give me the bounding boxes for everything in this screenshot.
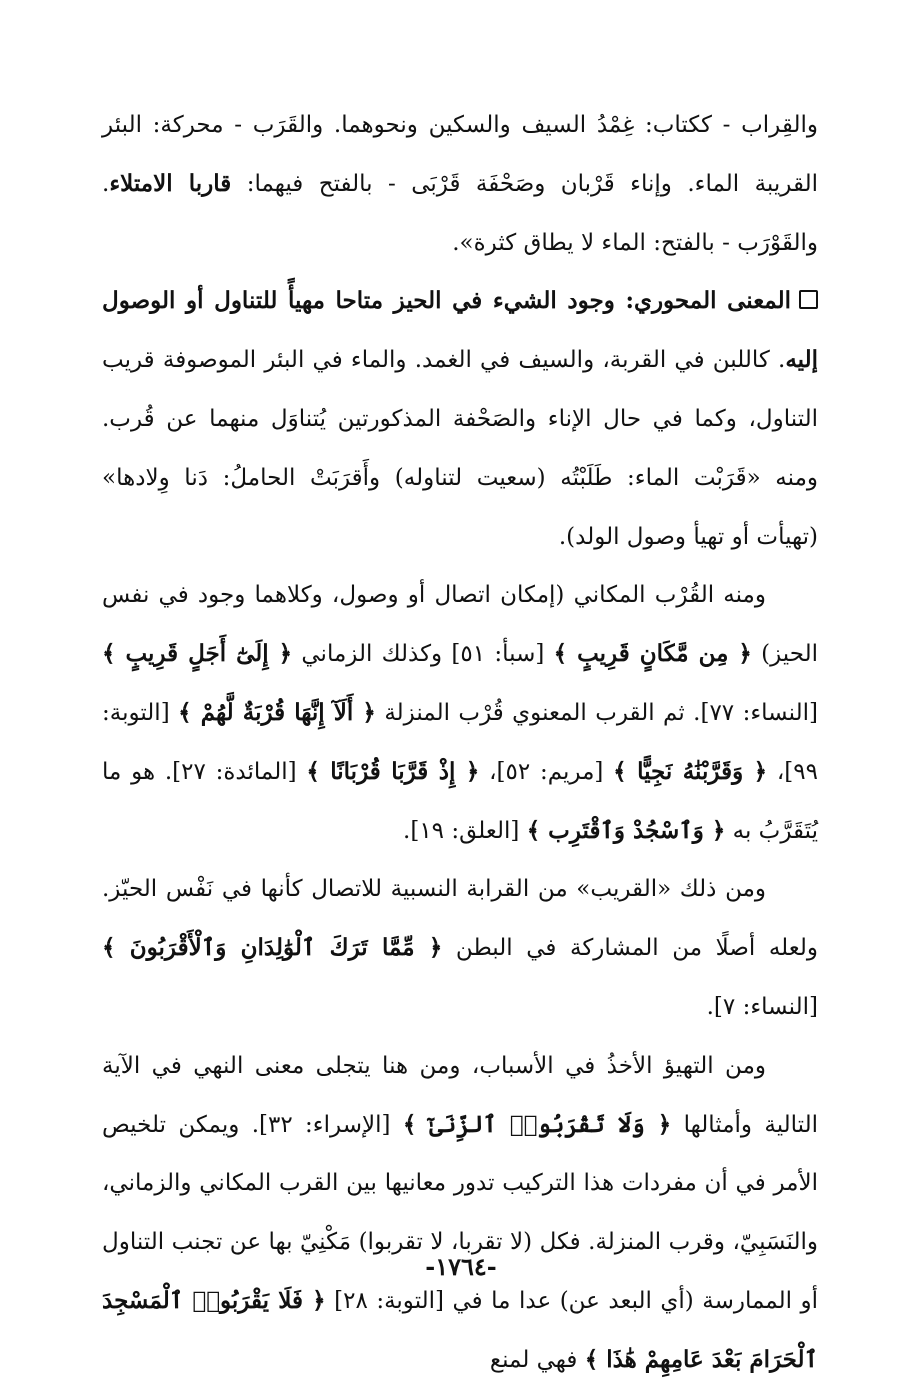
quran-verse: ﴿ مِن مَّكَانٍ قَرِيبٍ ﴾	[553, 640, 752, 668]
text-segment: [المائدة: ٢٧]. هو ما يُتَقَرَّبُ به	[102, 758, 818, 844]
quran-verse: ﴿ وَٱسْجُدْ وَٱقْتَرِب ﴾	[526, 816, 726, 844]
quran-verse: ﴿ إِذْ قَرَّبَا قُرْبَانًا ﴾	[306, 757, 480, 785]
quran-verse: ﴿ وَلَا تَقْرَبُوا۟ ٱلزِّنَىٰٓ ﴾	[402, 1110, 672, 1138]
page-number: -١٧٦٤-	[425, 1252, 497, 1281]
text-segment: وجود الشيء في الحيز متاحا مهيأً للتناول أو الوصول إليه	[102, 287, 818, 374]
text-segment: [سبأ: ٥١] وكذلك الزماني	[292, 641, 554, 668]
paragraph-p4	[102, 860, 818, 1036]
text-segment: [التوبة: ٩٩]،	[102, 699, 818, 785]
quran-verse: ﴿ فَلَا يَقْرَبُوا۟ ٱلْمَسْجِدَ ٱلْحَرَامَ بَعْدَ عَامِهِمْ هَٰذَا ﴾	[102, 1286, 818, 1373]
paragraph-p5	[102, 1037, 818, 1390]
quran-verse: ﴿ إِلَىٰٓ أَجَلٍ قَرِيبٍ ﴾	[102, 640, 293, 668]
square-bullet-icon	[799, 290, 818, 309]
text-segment: . والقَوْرَب - بالفتح: الماء لا يطاق كثرة».	[102, 170, 818, 256]
paragraph-p3	[102, 566, 818, 860]
text-segment: المعنى المحوري:	[614, 287, 791, 315]
quran-verse: ﴿ وَقَرَّبْنَٰهُ نَجِيًّا ﴾	[613, 757, 768, 785]
text-segment: [النساء: ٧].	[706, 993, 818, 1020]
text-segment: ومن التهيؤ الأخذُ في الأسباب، ومن هنا يتجلى معنى النهي في الآية التالية وأمثالها	[102, 1052, 818, 1138]
main-text	[102, 96, 818, 1390]
text-segment: فهي لمنع	[489, 1346, 585, 1373]
text-segment: قاربا الامتلاء	[109, 169, 232, 197]
quran-verse: ﴿ أَلَآ إِنَّهَا قُرْبَةٌ لَّهُمْ ﴾	[178, 698, 376, 726]
paragraph-p2	[102, 272, 818, 566]
text-segment: [الإسراء: ٣٢]. ويمكن تلخيص الأمر في أن مفردات هذا التركيب تدور معانيها بين القرب المكاني والزماني، والنَسَبِيّ، وقرب المنزلة. فكل (لا تقربا، لا تقربوا) مَكْنِيّ بها عن تجنب التناول أو الممارسة (أي البعد عن) عدا ما في [التوبة: ٢٨]	[102, 1111, 818, 1314]
text-segment: [العلق: ١٩].	[403, 817, 527, 844]
text-segment: ومنه القُرْب المكاني (إمكان اتصال أو وصول، وكلاهما وجود في نفس الحيز)	[102, 582, 818, 668]
text-segment: [النساء: ٧٧]. ثم القرب المعنوي قُرْب المنزلة	[375, 699, 818, 726]
text-segment: [مريم: ٥٢]،	[479, 758, 614, 785]
text-segment: والقِراب - ككتاب: غِمْدُ السيف والسكين ونحوهما. والقَرَب - محركة: البئر القريبة الماء. وإناء قَرْبان وصَحْفَة قَرْبَى - بالفتح فيهما:	[102, 112, 818, 197]
text-segment: . كاللبن في القربة، والسيف في الغمد. والماء في البئر الموصوفة قريب التناول، وكما في حال الإناء والصَحْفة المذكورتين يُتناوَل منهما عن قُرب. ومنه «قَرَبْت الماء: طَلَبْتُه (سعيت لتناوله) وأَقرَبَتْ الحاملُ: دَنا وِلادها» (تهيأت أو تهيأ وصول الولد).	[102, 347, 818, 550]
quran-verse: ﴿ مِّمَّا تَرَكَ ٱلْوَٰلِدَانِ وَٱلْأَقْرَبُونَ ﴾	[102, 934, 443, 962]
text-segment: ومن ذلك «القريب» من القرابة النسبية للاتصال كأنها في نَفْس الحيّز. ولعله أصلًا من المشاركة في البطن	[102, 876, 818, 962]
paragraph-p1	[102, 96, 818, 272]
